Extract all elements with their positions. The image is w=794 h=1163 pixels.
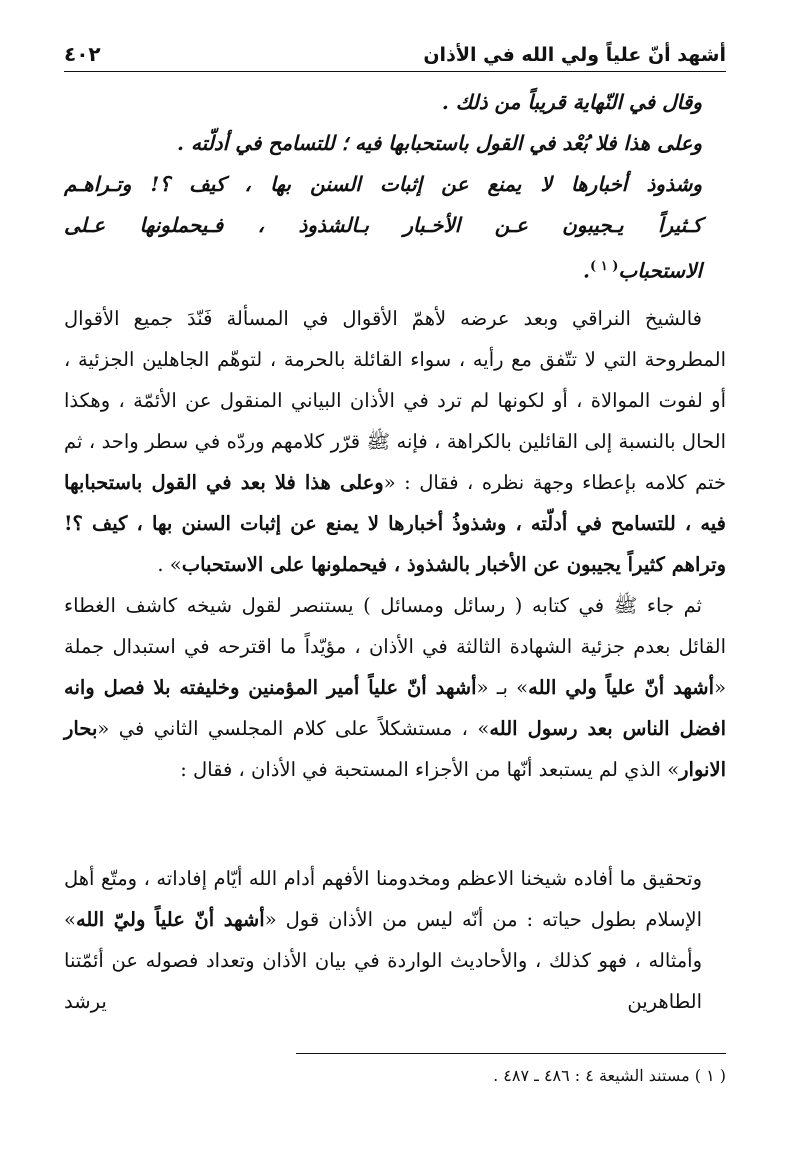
- quote-line-5-end: .: [583, 258, 591, 283]
- inner-paragraph: [64, 858, 702, 1022]
- paragraph-2-b: » بـ «: [476, 676, 529, 699]
- paragraph-2: [64, 585, 726, 790]
- paragraph-2-book-title: بحار الانوار: [64, 717, 726, 781]
- page-number: ٤٠٢: [64, 42, 101, 66]
- quote-line-4: كـثيراً يـجيبون عـن الأخـبار بـالشذوذ ، فـيحملونها عـلى: [64, 213, 702, 237]
- paragraph-1-quote: وعلى هذا فلا بعد في القول باستحبابها فيه ، للتسامح في أدلّته ، وشذوذُ أخبارها لا يمنع عن إثبات السنن بها ، كيف ؟! وتراهم كثيراً يجيبون عن الأخبار بالشذوذ ، فيحملونها على الاستحباب: [64, 471, 726, 576]
- running-title: أشهد أنّ علياً ولي الله في الأذان: [423, 44, 726, 66]
- footnote-divider: [296, 1053, 726, 1054]
- inner-phrase: أشهد أنّ علياً وليّ الله: [75, 908, 265, 931]
- paragraph-2-c: » ، مستشكلاً على كلام المجلسي الثاني في «: [97, 717, 490, 740]
- quote-line-2: وعلى هذا فلا بُعْد في القول باستحبابها فيه ؛ للتسامح في أدلّته .: [177, 131, 702, 155]
- quote-line-3: وشذوذ أخبارها لا يمنع عن إثبات السنن بها ، كيف ؟! وتـراهـم: [64, 172, 702, 196]
- page-header: [64, 26, 726, 72]
- inner-c: » وأمثاله ، فهو كذلك ، والأحاديث الواردة في بيان الأذان وتعداد فصوله عن أئمّتنا الطاهرين يرشد: [64, 908, 702, 1013]
- inner-a: وتحقيق ما أفاده شيخنا الاعظم ومخدومنا الأفهم أدام الله أيّام إفاداته ، ومتّع أهل الإسلام بطول حياته : من أنّه ليس من الأذان قول «: [64, 867, 703, 931]
- quote-line-5-text: الاستحباب: [618, 258, 702, 283]
- main-text: [64, 298, 726, 790]
- paragraph-1: [64, 298, 726, 585]
- paragraph-1-end: » .: [157, 553, 182, 576]
- quote-line-1: وقال في النّهاية قريباً من ذلك .: [441, 90, 702, 114]
- footnote-ref: ( ١ ): [590, 259, 619, 274]
- paragraph-2-a: ثم جاء ﷺ في كتابه ( رسائل ومسائل ) يستنصر لقول شيخه كاشف الغطاء القائل بعدم جزئية الشهادة الثالثة في الأذان ، مؤيّداً ما اقترحه في استبدال جملة «: [64, 594, 726, 699]
- paragraph-2-d: » الذي لم يستبعد أنّها من الأجزاء المستحبة في الأذان ، فقال :: [180, 758, 680, 781]
- indented-quotation: [64, 858, 702, 1022]
- paragraph-2-phrase-1: أشهد أنّ علياً ولي الله: [528, 676, 715, 699]
- quote-line-5: [64, 246, 702, 292]
- paragraph-2-phrase-2: أشهد أنّ علياً أمير المؤمنين وخليفته بلا فصل وانه افضل الناس بعد رسول الله: [64, 676, 726, 740]
- quoted-passage: [64, 82, 702, 292]
- footnote: ( ١ ) مستند الشيعة ٤ : ٤٨٦ ـ ٤٨٧ .: [493, 1066, 726, 1085]
- paragraph-1-text: فالشيخ النراقي وبعد عرضه لأهمّ الأقوال في المسألة فَنّدَ جميع الأقوال المطروحة التي لا تتّفق مع رأيه ، سواء القائلة بالحرمة ، لتوهّم الجاهلين الجزئية ، أو لفوت الموالاة ، أو لكونها لم ترد في الأذان البياني المنقول عن الأئمّة ، وهكذا الحال بالنسبة إلى القائلين بالكراهة ، فإنه ﷺ قرّر كلامهم وردّه في سطر واحد ، ثم ختم كلامه بإعطاء وجهة نظره ، فقال : «: [64, 307, 726, 494]
